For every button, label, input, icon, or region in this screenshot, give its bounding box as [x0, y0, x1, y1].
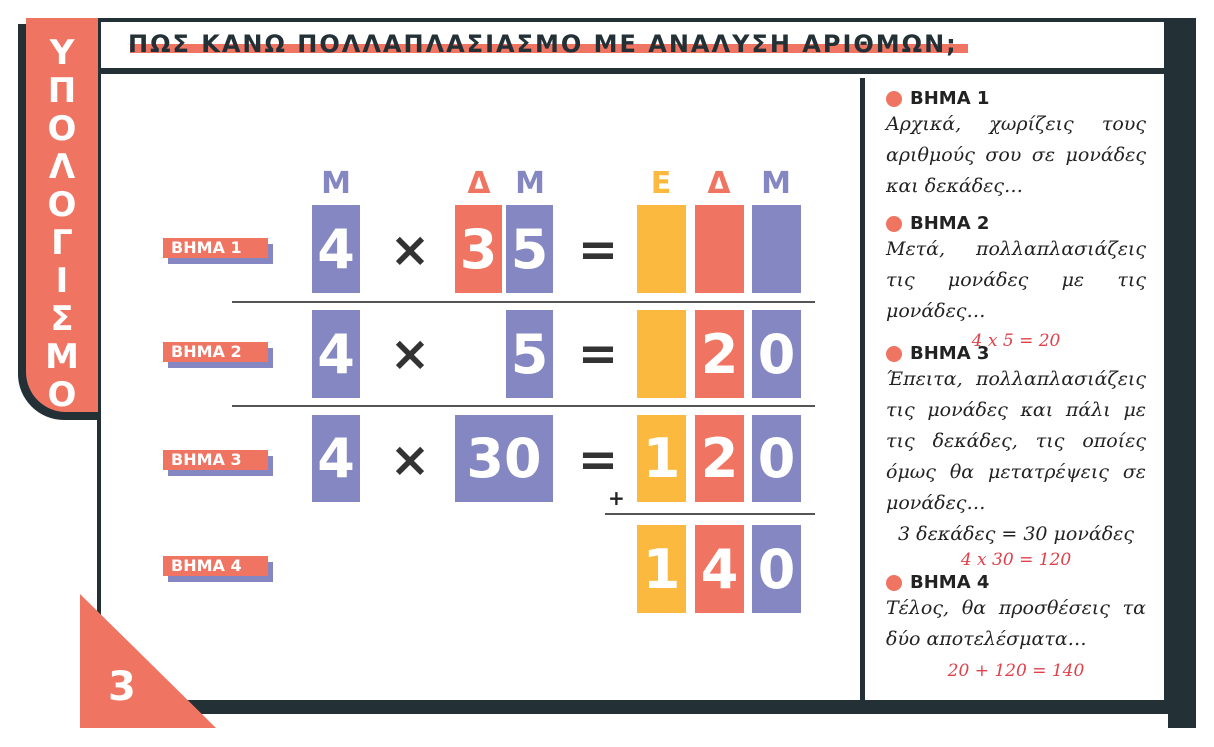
explanation-formula: 4 x 5 = 20: [971, 331, 1061, 351]
tab-letter: Μ: [45, 337, 79, 377]
explanation-heading: ΒΗΜΑ 3: [910, 343, 990, 364]
explanation-step-1: [886, 88, 1146, 202]
explanation-step-2: [886, 213, 1146, 351]
times-sign: ×: [389, 432, 431, 488]
tab-letter: Π: [47, 71, 77, 111]
side-tab-label: [26, 34, 98, 414]
tab-letter: Σ: [50, 299, 74, 339]
plus-sign: +: [608, 486, 625, 510]
bullet-icon: [886, 91, 902, 107]
explanation-heading: ΒΗΜΑ 4: [910, 572, 990, 593]
explanation-text: Έπειτα, πολλαπλασιάζεις τις μονάδες και πάλι με τις δεκάδες, τις οποίες όμως θα μετατρέψεις σε μονάδες…: [886, 368, 1146, 514]
explanation-note: 3 δεκάδες = 30 μονάδες: [898, 523, 1134, 545]
result-block: [637, 310, 686, 398]
explanation-heading: ΒΗΜΑ 2: [910, 213, 990, 234]
explanation-text: Τέλος, θα προσθέσεις τα δύο αποτελέσματα…: [886, 597, 1146, 650]
result-block: 1: [637, 525, 686, 613]
explanation-formula: 4 x 30 = 120: [960, 550, 1072, 570]
page-number: 3: [108, 664, 136, 710]
header-units: Μ: [515, 166, 545, 201]
tab-letter: Ι: [55, 261, 69, 301]
result-block: 2: [695, 310, 744, 398]
result-block: [752, 205, 801, 293]
result-block: 0: [752, 310, 801, 398]
step-label-3: ΒΗΜΑ 3: [163, 450, 273, 474]
tab-letter: Υ: [49, 33, 75, 73]
result-block: 0: [752, 415, 801, 502]
step-label-1: ΒΗΜΑ 1: [163, 238, 273, 262]
digit-block: 4: [312, 310, 360, 398]
digit-block: 30: [455, 415, 553, 502]
result-block: 0: [752, 525, 801, 613]
header-tens: Δ: [707, 166, 731, 201]
step-label-4: ΒΗΜΑ 4: [163, 556, 273, 580]
result-block: [637, 205, 686, 293]
times-sign: ×: [389, 222, 431, 278]
explanation-step-3: [886, 343, 1146, 570]
digit-block: 3: [455, 205, 502, 293]
bullet-icon: [886, 575, 902, 591]
equals-sign: =: [577, 326, 619, 382]
tab-letter: Λ: [48, 147, 76, 187]
header-hundreds: Ε: [650, 166, 672, 201]
digit-block: 5: [506, 205, 553, 293]
header-units: Μ: [321, 166, 351, 201]
header-units: Μ: [761, 166, 791, 201]
tab-letter: Ο: [47, 375, 77, 415]
tab-letter: Γ: [51, 223, 73, 263]
explanation-heading: ΒΗΜΑ 1: [910, 88, 990, 109]
header-tens: Δ: [467, 166, 491, 201]
bullet-icon: [886, 216, 902, 232]
bullet-icon: [886, 346, 902, 362]
explanation-formula: 20 + 120 = 140: [947, 661, 1085, 681]
explanation-step-4: [886, 572, 1146, 681]
digit-block: 4: [312, 415, 360, 502]
result-block: 2: [695, 415, 744, 502]
explanation-text: Μετά, πολλαπλασιάζεις τις μονάδες με τις μονάδες…: [886, 238, 1146, 322]
result-block: [695, 205, 744, 293]
times-sign: ×: [389, 326, 431, 382]
explanation-text: Αρχικά, χωρίζεις τους αριθμούς σου σε μονάδες και δεκάδες…: [886, 113, 1146, 197]
row-separator: [232, 301, 815, 303]
digit-block: 4: [312, 205, 360, 293]
tab-letter: Ο: [47, 185, 77, 225]
equals-sign: =: [577, 222, 619, 278]
result-block: 4: [695, 525, 744, 613]
digit-block: 5: [506, 310, 553, 398]
equals-sign: =: [577, 432, 619, 488]
frame-shadow-right: [1168, 18, 1196, 728]
tab-letter: Ο: [47, 109, 77, 149]
result-block: 1: [637, 415, 686, 502]
row-separator: [232, 405, 815, 407]
sum-line: [605, 513, 815, 515]
step-label-2: ΒΗΜΑ 2: [163, 342, 273, 366]
panel-divider: [860, 78, 865, 702]
page-title: ΠΩΣ ΚΑΝΩ ΠΟΛΛΑΠΛΑΣΙΑΣΜΟ ΜΕ ΑΝΑΛΥΣΗ ΑΡΙΘΜΩΝ;: [128, 30, 958, 58]
